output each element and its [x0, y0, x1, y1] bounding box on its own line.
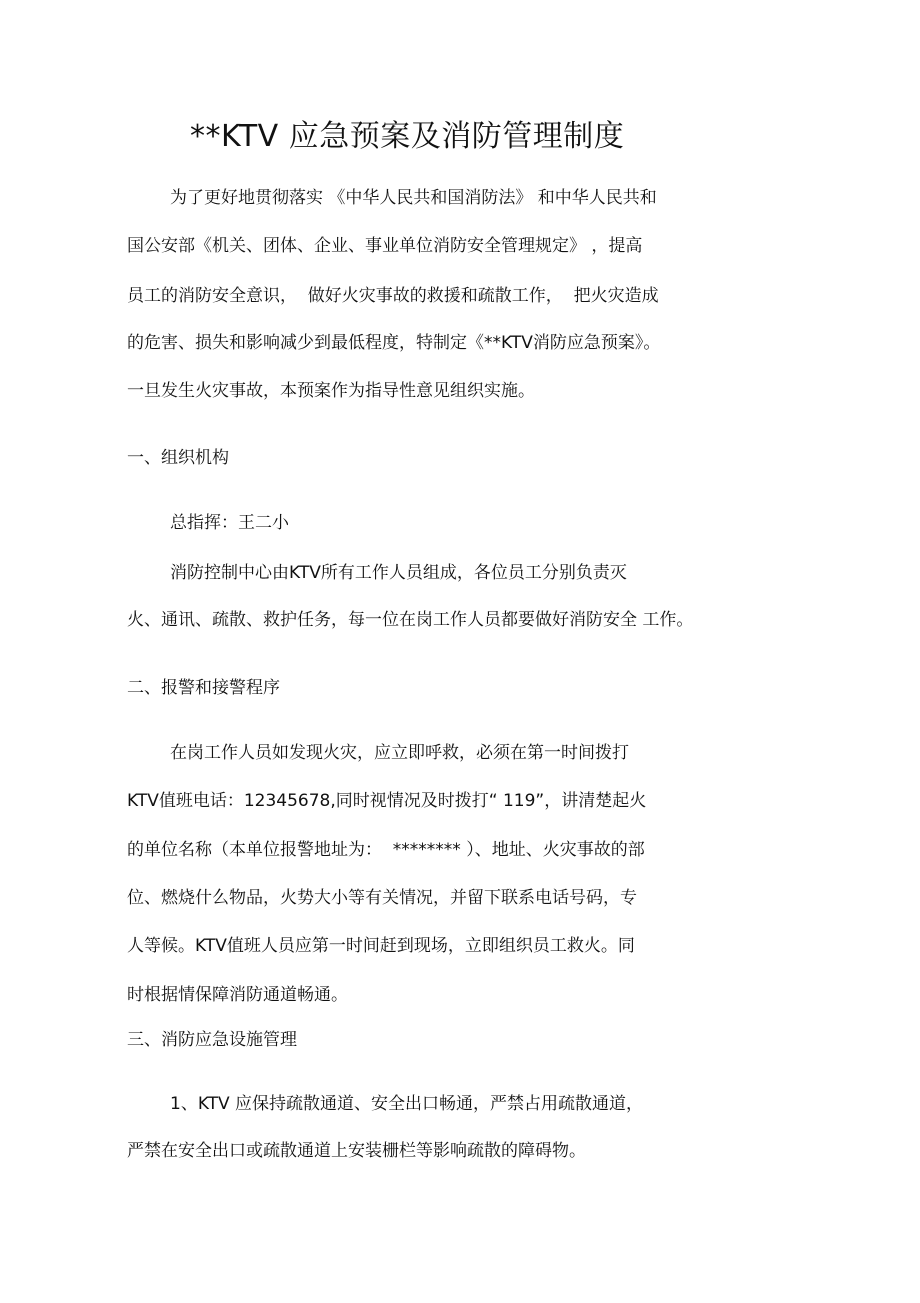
intro-line-4: 的危害、损失和影响减少到最低程度，特制定《**KTV消防应急预案》。: [127, 333, 661, 353]
section2-line-6: 时根据情保障消防通道畅通。: [127, 985, 348, 1005]
intro-line-2: 国公安部《机关、团体、企业、事业单位消防安全管理规定》 ，提高: [127, 236, 643, 256]
section2-line-5: 人等候。KTV值班人员应第一时间赶到现场，立即组织员工救火。同: [127, 936, 635, 956]
section1-line-1: 消防控制中心由KTV所有工作人员组成，各位员工分别负责灭: [170, 563, 627, 583]
section3-line-2: 严禁在安全出口或疏散通道上安装栅栏等影响疏散的障碍物。: [127, 1141, 586, 1161]
section2-line-3: 的单位名称（本单位报警地址为： ******** ）、地址、火灾事故的部: [127, 840, 645, 860]
section2-line-1: 在岗工作人员如发现火灾，应立即呼救，必须在第一时间拨打: [170, 743, 629, 763]
intro-line-1: 为了更好地贯彻落实 《中华人民共和国消防法》 和中华人民共和: [170, 188, 657, 208]
intro-line-5: 一旦发生火灾事故，本预案作为指导性意见组织实施。: [127, 381, 535, 401]
intro-line-3: 员工的消防安全意识， 做好火灾事故的救援和疏散工作， 把火灾造成: [127, 286, 659, 306]
section1-line-2: 火、通讯、疏散、救护任务，每一位在岗工作人员都要做好消防安全 工作。: [127, 610, 694, 630]
section2-line-4: 位、燃烧什么物品，火势大小等有关情况，并留下联系电话号码，专: [127, 888, 637, 908]
section-heading-organization: 一、组织机构: [127, 448, 229, 468]
commander-line: 总指挥：王二小: [170, 513, 289, 533]
document-title: **KTV 应急预案及消防管理制度: [190, 119, 625, 154]
section3-line-1: 1、KTV 应保持疏散通道、安全出口畅通，严禁占用疏散通道，: [170, 1094, 644, 1114]
section2-line-2: KTV值班电话：12345678,同时视情况及时拨打“ 119”，讲清楚起火: [127, 791, 647, 811]
section-heading-alarm: 二、报警和接警程序: [127, 678, 280, 698]
section-heading-facilities: 三、消防应急设施管理: [127, 1030, 297, 1050]
